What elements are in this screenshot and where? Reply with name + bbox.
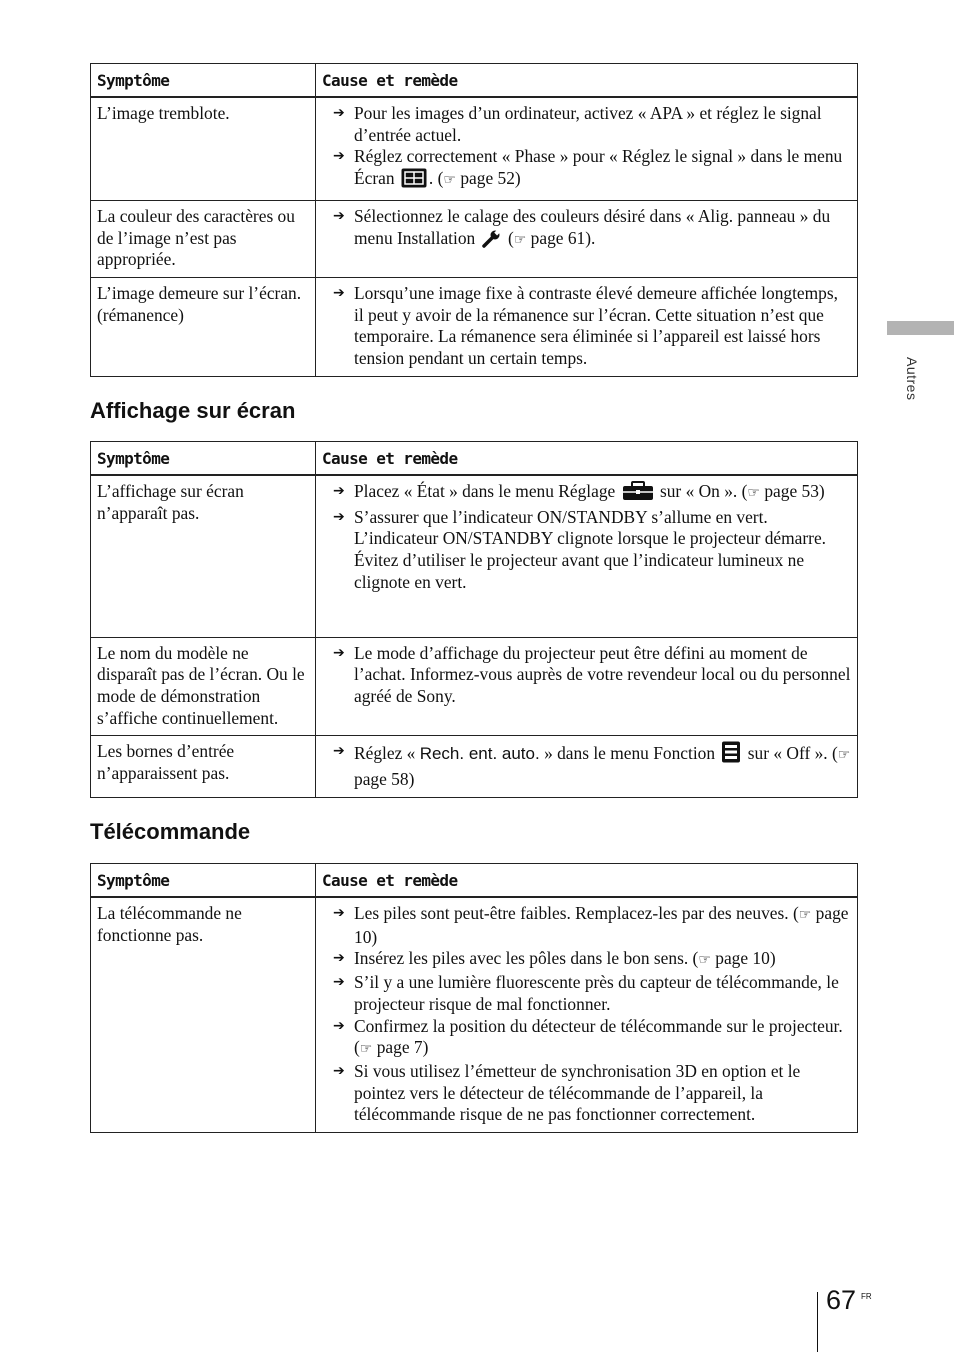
cause-item — [333, 283, 851, 370]
setting-name: Rech. ent. auto. — [419, 744, 540, 764]
table-row — [91, 637, 858, 736]
section-title-affichage: Affichage sur écran — [90, 398, 296, 423]
cause-item — [333, 507, 851, 594]
cause-text: Réglez correctement « Phase » pour « Réglez le signal » dans le menu Écran — [354, 146, 843, 189]
page-reference: page 53) — [764, 481, 825, 501]
cause-cell — [316, 637, 858, 736]
table-image-issues — [90, 63, 858, 377]
table-onscreen-display — [90, 441, 858, 798]
symptom-cell: L’image tremblote. — [91, 97, 316, 200]
table-row — [91, 200, 858, 277]
symptom-cell: La télécommande ne fonctionne pas. — [91, 897, 316, 1133]
arrow-icon: ➔ — [333, 207, 345, 224]
symptom-cell: Le nom du modèle ne disparaît pas de l’écran. Ou le mode de démonstration s’affiche continuellement. — [91, 637, 316, 736]
arrow-icon: ➔ — [333, 974, 345, 991]
cause-text: Sélectionnez le calage des couleurs désiré dans « Alig. panneau » du menu Installation — [354, 205, 831, 248]
table-row — [91, 277, 858, 376]
side-tab-bar — [887, 321, 954, 335]
symptom-cell: Les bornes d’entrée n’apparaissent pas. — [91, 736, 316, 797]
cause-cell — [316, 200, 858, 277]
header-symptom: Symptôme — [91, 64, 316, 98]
page-ref-icon: ☞ — [443, 172, 456, 189]
cause-text: sur « On ». ( — [655, 481, 748, 501]
cause-text: Si vous utilisez l’émetteur de synchronisation 3D en option et le pointez vers le détecteur de télécommande de l’appareil, la télécommande risque de ne pas fonctionner correctement. — [354, 1060, 801, 1125]
arrow-icon: ➔ — [333, 508, 345, 525]
cause-text: Insérez les piles avec les pôles dans le bon sens. ( — [354, 948, 699, 969]
table-row — [91, 897, 858, 1133]
cause-text: sur « Off ». ( — [743, 743, 838, 764]
cause-text: Réglez « — [354, 743, 420, 764]
cause-item — [333, 741, 851, 790]
page-number-rule — [817, 1292, 818, 1352]
cause-item — [333, 1016, 851, 1061]
cause-item — [333, 643, 851, 708]
cause-item — [333, 903, 851, 948]
page-ref-icon: ☞ — [747, 485, 760, 501]
arrow-icon: ➔ — [333, 644, 345, 661]
cause-text: . ( — [428, 168, 444, 189]
cause-item — [333, 146, 851, 193]
cause-text: Confirmez la position du détecteur de télécommande sur le projecteur. ( — [354, 1015, 843, 1058]
page-ref-icon: ☞ — [837, 747, 851, 764]
cause-cell — [316, 97, 858, 200]
cause-text: S’assurer que l’indicateur ON/STANDBY s’allume en vert. L’indicateur ON/STANDBY clignote lorsque le projecteur démarre. — [354, 506, 827, 549]
function-menu-icon — [721, 741, 741, 769]
header-symptom: Symptôme — [91, 442, 316, 476]
page-ref-icon: ☞ — [513, 231, 527, 248]
symptom-cell: La couleur des caractères ou de l’image n’est pas appropriée. — [91, 200, 316, 277]
wrench-icon — [482, 230, 502, 254]
arrow-icon: ➔ — [333, 284, 345, 301]
table-row — [91, 97, 858, 200]
cause-text: » dans le menu Fonction — [539, 743, 716, 764]
arrow-icon: ➔ — [333, 483, 345, 499]
page-ref-icon: ☞ — [359, 1041, 373, 1058]
cause-item — [333, 972, 851, 1015]
header-cause: Cause et remède — [316, 64, 858, 98]
table-header-row — [91, 864, 858, 898]
cause-extra-text: Évitez d’utiliser le projecteur avant que l’indicateur lumineux ne clignote en vert. — [354, 550, 805, 592]
cause-text: Lorsqu’une image fixe à contraste élevé demeure affichée longtemps, il peut y avoir de la rémanence sur l’écran. Cette situation n’est que temporaire. La rémanence sera éliminée si l’appareil est laissé hors tension pendant un certain temps. — [354, 282, 838, 369]
cause-item — [333, 481, 851, 507]
arrow-icon: ➔ — [333, 1017, 345, 1034]
arrow-icon: ➔ — [333, 905, 345, 921]
page-reference: page 61). — [530, 227, 596, 248]
cause-item — [333, 103, 851, 146]
symptom-cell: L’affichage sur écran n’apparaît pas. — [91, 475, 316, 637]
cause-item — [333, 1061, 851, 1126]
table-remote-control — [90, 863, 858, 1133]
arrow-icon: ➔ — [333, 950, 345, 967]
arrow-icon: ➔ — [333, 743, 345, 760]
table-row — [91, 475, 858, 637]
cause-text: Placez « État » dans le menu Réglage — [354, 481, 616, 501]
symptom-cell: L’image demeure sur l’écran. (rémanence) — [91, 277, 316, 376]
header-symptom: Symptôme — [91, 864, 316, 898]
section-title-telecommande: Télécommande — [90, 819, 251, 844]
screen-menu-icon — [401, 168, 427, 194]
table-header-row — [91, 442, 858, 476]
cause-text: ( — [503, 227, 514, 248]
cause-cell — [316, 277, 858, 376]
arrow-icon: ➔ — [333, 148, 345, 165]
cause-text: S’il y a une lumière fluorescente près du capteur de télécommande, le projecteur risque de mal fonctionner. — [354, 972, 839, 1014]
side-tab-label: Autres — [904, 357, 920, 401]
table-header-row — [91, 64, 858, 98]
page-language: FR — [861, 1292, 872, 1301]
page-reference: page 10) — [715, 948, 776, 969]
toolbox-icon — [622, 481, 654, 507]
cause-text: Le mode d’affichage du projecteur peut être défini au moment de l’achat. Informez-vous auprès de votre revendeur local ou du personnel agréé de Sony. — [354, 642, 851, 706]
page-ref-icon: ☞ — [798, 907, 812, 923]
arrow-icon: ➔ — [333, 105, 345, 121]
page-reference: page 10) — [354, 903, 849, 947]
arrow-icon: ➔ — [333, 1062, 345, 1079]
page-reference: page 7) — [376, 1037, 429, 1058]
cause-cell — [316, 736, 858, 797]
page-reference: page 52) — [460, 168, 521, 189]
header-cause: Cause et remède — [316, 442, 858, 476]
cause-cell — [316, 897, 858, 1133]
cause-item — [333, 948, 851, 972]
header-cause: Cause et remède — [316, 864, 858, 898]
cause-item — [333, 206, 851, 253]
page-reference: page 58) — [354, 769, 415, 790]
cause-cell — [316, 475, 858, 637]
cause-text: Les piles sont peut-être faibles. Remplacez-les par des neuves. ( — [354, 903, 799, 923]
table-row — [91, 736, 858, 797]
page-number: 67 — [826, 1285, 857, 1315]
cause-text: Pour les images d’un ordinateur, activez « APA » et réglez le signal d’entrée actuel. — [354, 103, 822, 145]
page-ref-icon: ☞ — [698, 952, 711, 969]
